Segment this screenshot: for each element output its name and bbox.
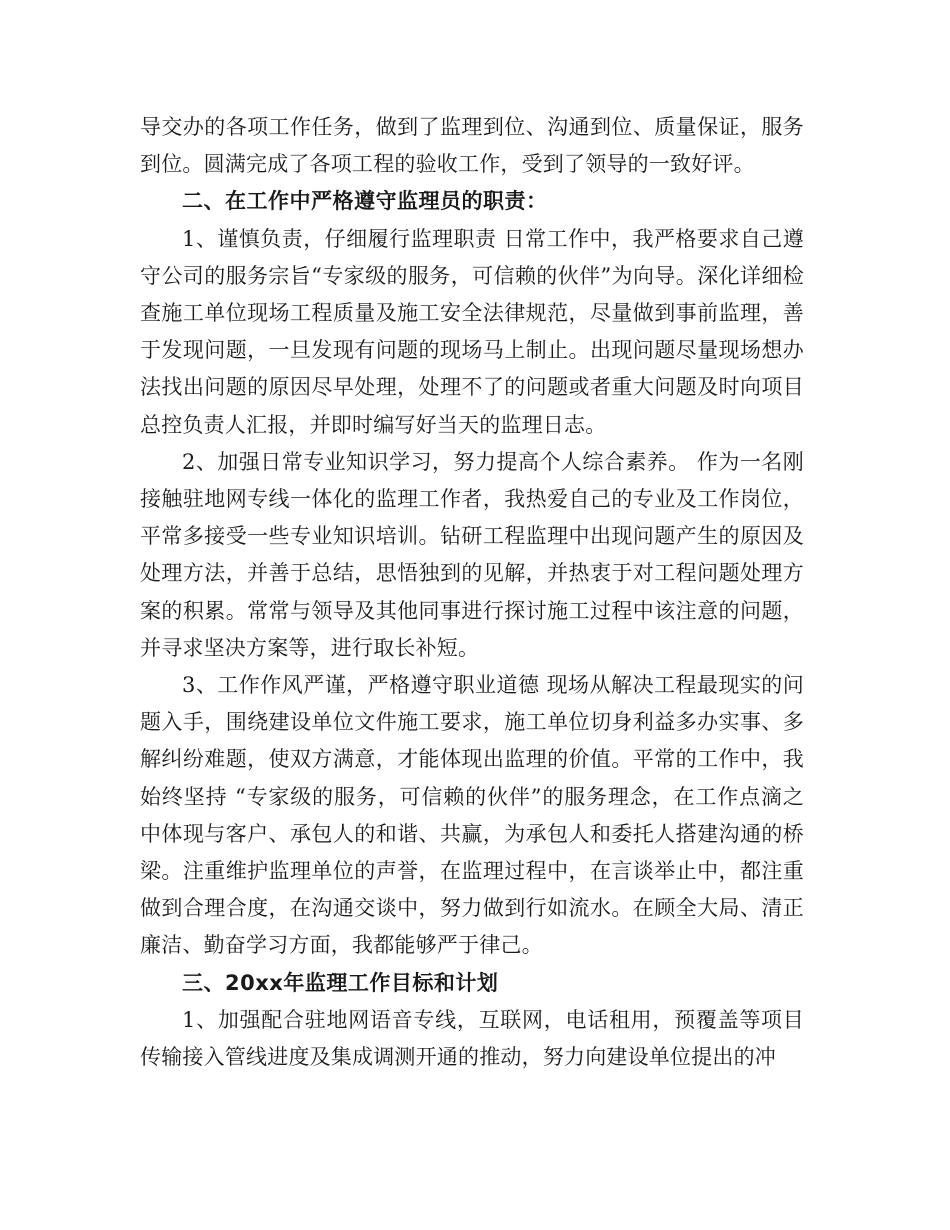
paragraph-continuation: 导交办的各项工作任务，做到了监理到位、沟通到位、质量保证，服务到位。圆满完成了各项工程的验收工作，受到了领导的一致好评。 [140,115,804,177]
paragraph-duty-2: 2、加强日常专业知识学习，努力提高个人综合素养。 作为一名刚接触驻地网专线一体化的监理工作者，我热爱自己的专业及工作岗位，平常多接受一些专业知识培训。钻研工程监理中出现问题产生的原因及处理方法，并善于总结，思悟独到的见解，并热衷于对工程问题处理方案的积累。常常与领导及其他同事进行探讨施工过程中该注意的问题，并寻求坚决方案等，进行取长补短。 [140,449,804,660]
paragraph-duty-1: 1、谨慎负责，仔细履行监理职责 日常工作中，我严格要求自己遵守公司的服务宗旨“专家级的服务，可信赖的伙伴”为向导。深化详细检查施工单位现场工程质量及施工安全法律规范，尽量做到事前监理，善于发现问题，一旦发现有问题的现场马上制止。出现问题尽量现场想办法找出问题的原因尽早处理，处理不了的问题或者重大问题及时向项目总控负责人汇报，并即时编写好当天的监理日志。 [140,226,804,437]
section-heading-3: 三、20xx年监理工作目标和计划 [182,970,499,995]
paragraph-duty-3: 3、工作作风严谨，严格遵守职业道德 现场从解决工程最现实的问题入手，围绕建设单位文件施工要求，施工单位切身利益多办实事、多解纠纷难题，使双方满意，才能体现出监理的价值。平常的工作中，我始终坚持 “专家级的服务，可信赖的伙伴”的服务理念，在工作点滴之中体现与客户、承包人的和谐、共赢，为承包人和委托人搭建沟通的桥梁。注重维护监理单位的声誉，在监理过程中，在言谈举止中，都注重做到合理合度，在沟通交谈中，努力做到行如流水。在顾全大局、清正廉洁、勤奋学习方面，我都能够严于律己。 [140,673,804,958]
section-heading-2: 二、在工作中严格遵守监理员的职责： [182,189,548,214]
document-body [140,109,804,1076]
paragraph-plan-1: 1、加强配合驻地网语音专线，互联网，电话租用，预覆盖等项目传输接入管线进度及集成调测开通的推动，努力向建设单位提出的冲 [140,1007,804,1070]
